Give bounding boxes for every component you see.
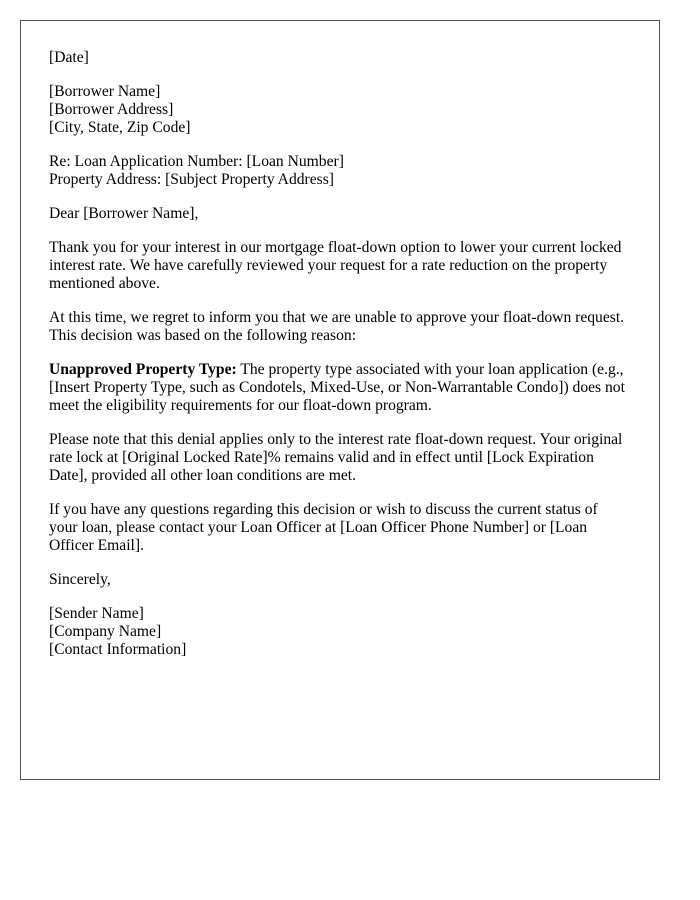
property-address-line: Property Address: [Subject Property Address] <box>49 171 334 188</box>
recipient-address-block <box>49 83 629 137</box>
decision-paragraph: At this time, we regret to inform you that we are unable to approve your float-down request. This decision was based on the following reason: <box>49 309 625 344</box>
rate-lock-paragraph: Please note that this denial applies only to the interest rate float-down request. Your original rate lock at [Original Locked Rate]% remains valid and in effect until [Lock Expiration Date], provided all other loan conditions are met. <box>49 431 623 484</box>
closing: Sincerely, <box>49 571 111 588</box>
recipient-city-state-zip: [City, State, Zip Code] <box>49 119 191 136</box>
sender-name: [Sender Name] <box>49 605 144 622</box>
signature-block <box>49 605 629 659</box>
letter-date: [Date] <box>49 49 89 66</box>
reason-label: Unapproved Property Type: <box>49 361 237 378</box>
recipient-name: [Borrower Name] <box>49 83 161 100</box>
reference-block <box>49 153 629 189</box>
company-name: [Company Name] <box>49 623 162 640</box>
closing-block <box>49 571 629 589</box>
reason-paragraph <box>49 361 629 415</box>
date-block <box>49 49 629 67</box>
loan-reference-line: Re: Loan Application Number: [Loan Number] <box>49 153 344 170</box>
recipient-address: [Borrower Address] <box>49 101 174 118</box>
contact-paragraph: If you have any questions regarding this decision or wish to discuss the current status of your loan, please contact your Loan Officer at [Loan Officer Phone Number] or [Loan Officer Email]. <box>49 501 598 554</box>
letter-body <box>49 49 629 675</box>
reason-text: The property type associated with your loan application (e.g., [Insert Property Type, such as Condotels, Mixed-Use, or Non-Warrantable Condo]) does not meet the eligibility requirements for our float-down program. <box>49 361 625 414</box>
salutation: Dear [Borrower Name], <box>49 205 199 222</box>
intro-paragraph: Thank you for your interest in our mortgage float-down option to lower your current locked interest rate. We have carefully reviewed your request for a rate reduction on the property mentioned above. <box>49 239 622 292</box>
letter-page <box>20 20 660 780</box>
salutation-block <box>49 205 629 223</box>
contact-information: [Contact Information] <box>49 641 187 658</box>
